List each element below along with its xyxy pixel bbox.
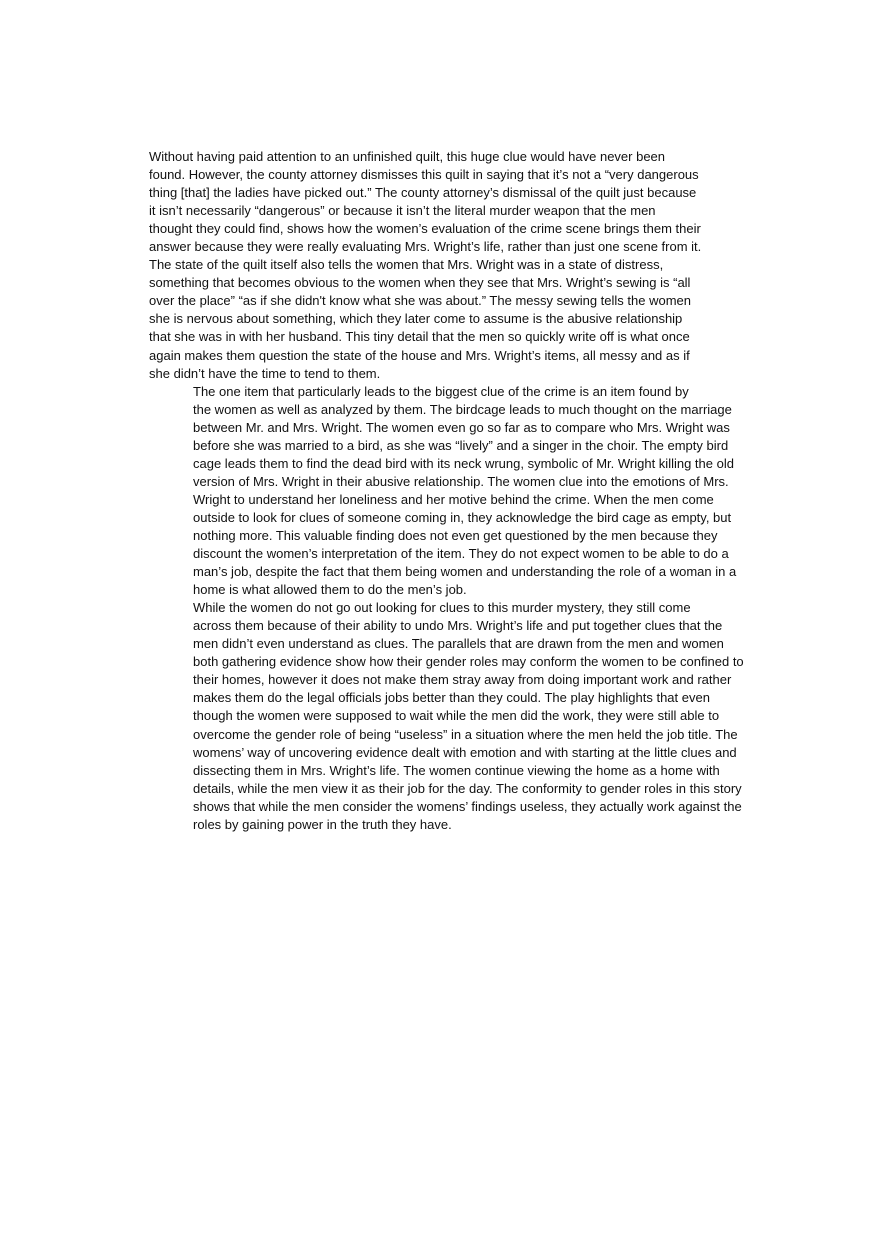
- paragraph-line: discount the women’s interpretation of the item. They do not expect women to be able to do a: [193, 546, 729, 562]
- paragraph-line: men didn’t even understand as clues. The parallels that are drawn from the men and women: [193, 636, 724, 652]
- essay-body: [149, 148, 744, 834]
- paragraph-line: though the women were supposed to wait while the men did the work, they were still able to: [193, 708, 720, 724]
- paragraph-line: womens’ way of uncovering evidence dealt with emotion and with starting at the little clues and: [193, 744, 737, 760]
- paragraph-line: version of Mrs. Wright in their abusive relationship. The women clue into the emotions of Mrs.: [193, 473, 729, 489]
- paragraph-line: Wright to understand her loneliness and her motive behind the crime. When the men come: [193, 491, 714, 507]
- paragraph-line: over the place” “as if she didn't know what she was about.” The messy sewing tells the women: [149, 293, 692, 309]
- paragraph-line: found. However, the county attorney dismisses this quilt in saying that it’s not a “very dangerous: [149, 167, 699, 183]
- paragraph-line: it isn’t necessarily “dangerous” or because it isn’t the literal murder weapon that the men: [149, 203, 656, 219]
- paragraph-line: overcome the gender role of being “useless” in a situation where the men held the job title. The: [193, 726, 738, 742]
- paragraph-line: Without having paid attention to an unfinished quilt, this huge clue would have never been: [149, 149, 666, 164]
- paragraph-line: home is what allowed them to do the men’s job.: [193, 582, 467, 598]
- paragraph-line: nothing more. This valuable finding does not even get questioned by the men because they: [193, 527, 718, 543]
- paragraph-line: outside to look for clues of someone coming in, they acknowledge the bird cage as empty, but: [193, 509, 732, 525]
- paragraph-line: before she was married to a bird, as she was “lively” and a singer in the choir. The empty bird: [193, 437, 729, 453]
- paragraph-line: the women as well as analyzed by them. The birdcage leads to much thought on the marriage: [193, 401, 732, 417]
- paragraph-line: answer because they were really evaluating Mrs. Wright’s life, rather than just one scene from it.: [149, 239, 702, 255]
- paragraph-line: thing [that] the ladies have picked out.” The county attorney’s dismissal of the quilt just because: [149, 185, 697, 201]
- paragraph-line: cage leads them to find the dead bird with its neck wrung, symbolic of Mr. Wright killing the old: [193, 455, 734, 471]
- paragraph-line: both gathering evidence show how their gender roles may conform the women to be confined to: [193, 654, 744, 670]
- paragraph-line: The state of the quilt itself also tells the women that Mrs. Wright was in a state of distress,: [149, 257, 664, 273]
- paragraph-line: makes them do the legal officials jobs better than they could. The play highlights that even: [193, 690, 710, 706]
- paragraph-1: [149, 148, 731, 383]
- paragraph-line: man’s job, despite the fact that them being women and understanding the role of a woman in a: [193, 564, 737, 580]
- paragraph-line: their homes, however it does not make them stray away from doing important work and rather: [193, 672, 732, 688]
- paragraph-line: again makes them question the state of the house and Mrs. Wright’s items, all messy and as if: [149, 347, 690, 363]
- paragraph-line: shows that while the men consider the womens’ findings useless, they actually work against the: [193, 798, 742, 814]
- paragraph-line: she is nervous about something, which they later come to assume is the abusive relationship: [149, 311, 683, 327]
- paragraph-line: across them because of their ability to undo Mrs. Wright’s life and put together clues that the: [193, 618, 723, 634]
- paragraph-line: she didn’t have the time to tend to them.: [149, 365, 381, 381]
- paragraph-line: something that becomes obvious to the women when they see that Mrs. Wright’s sewing is “all: [149, 275, 691, 291]
- paragraph-line: The one item that particularly leads to the biggest clue of the crime is an item found by: [193, 383, 689, 399]
- paragraph-3: [149, 599, 744, 834]
- paragraph-2: [149, 383, 737, 600]
- paragraph-line: that she was in with her husband. This tiny detail that the men so quickly write off is what once: [149, 329, 690, 345]
- paragraph-line: details, while the men view it as their job for the day. The conformity to gender roles in this story: [193, 780, 742, 796]
- paragraph-line: While the women do not go out looking for clues to this murder mystery, they still come: [193, 600, 691, 616]
- paragraph-line: dissecting them in Mrs. Wright’s life. The women continue viewing the home as a home with: [193, 762, 720, 778]
- paragraph-line: roles by gaining power in the truth they have.: [193, 816, 452, 832]
- paragraph-line: between Mr. and Mrs. Wright. The women even go so far as to compare who Mrs. Wright was: [193, 419, 730, 435]
- paragraph-line: thought they could find, shows how the women’s evaluation of the crime scene brings them their: [149, 221, 701, 237]
